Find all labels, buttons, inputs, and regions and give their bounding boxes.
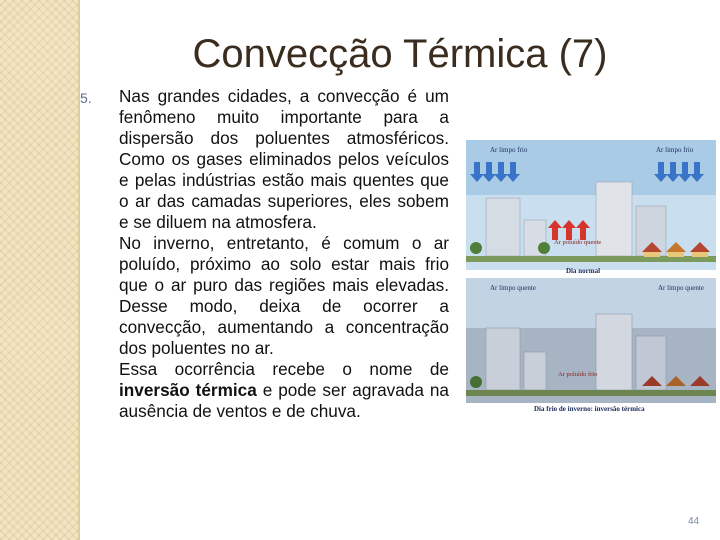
list-item-number: 5. (80, 90, 92, 106)
bottom-label-right: Ar limpo quente (658, 284, 704, 292)
top-label-center: Ar poluído quente (554, 239, 602, 246)
top-label-right: Ar limpo frio (656, 146, 694, 154)
page-number: 44 (688, 516, 700, 527)
side-strip-edge (78, 0, 80, 540)
paragraph-3: Essa ocorrência recebe o nome de inversão térmica e pode ser agravada na ausência de ventos e de chuva. (119, 359, 449, 421)
convection-figure (466, 140, 716, 415)
top-label-left: Ar limpo frio (490, 146, 528, 154)
normal-day-panel (466, 140, 716, 275)
term-inversao-termica: inversão térmica (119, 380, 257, 400)
inversion-panel (466, 278, 716, 413)
bottom-label-center: Ar poluído frio (558, 371, 598, 378)
paragraph-1: Nas grandes cidades, a convecção é um fenômeno muito importante para a dispersão dos poluentes atmosféricos. Como os gases eliminados pelos veículos e pelas indústrias estão mais quentes que o ar das camadas superiores, eles sobem e se diluem na atmosfera. (119, 86, 449, 232)
top-caption: Dia normal (566, 267, 601, 275)
decorative-side-strip (0, 0, 78, 540)
up-arrows-center (548, 220, 590, 240)
paragraph-2: No inverno, entretanto, é comum o ar poluído, próximo ao solo estar mais frio que o ar puro das regiões mais elevadas. Desse modo, deixa de ocorrer a convecção, aumentando a concentração dos poluentes no ar. (119, 233, 449, 358)
bottom-label-left: Ar limpo quente (490, 284, 536, 292)
slide-body-text (119, 86, 449, 422)
slide-title: Convecção Térmica (7) (192, 32, 608, 76)
bottom-caption: Dia frio de inverno: inversão térmica (534, 405, 645, 413)
